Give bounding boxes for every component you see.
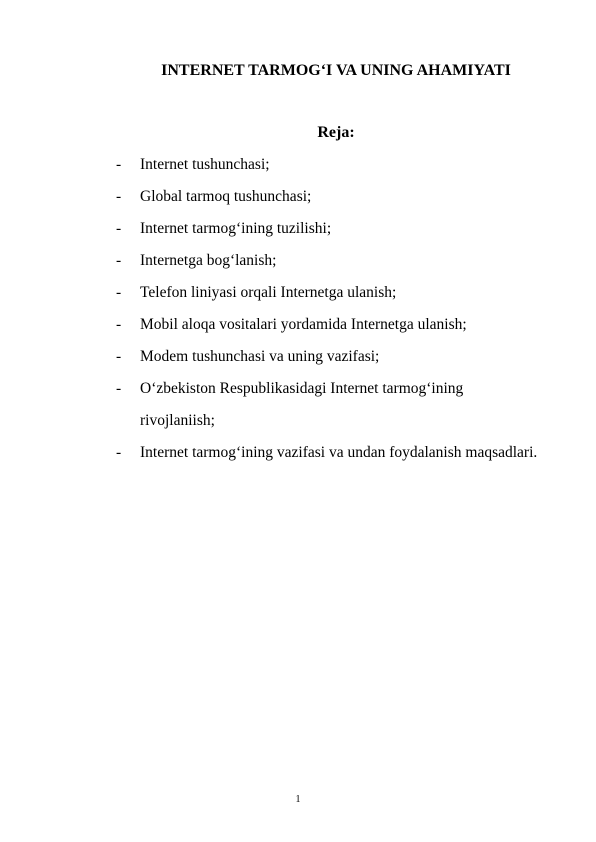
dash-bullet: -: [116, 444, 122, 461]
dash-bullet: -: [116, 252, 122, 269]
list-item: [0, 309, 540, 341]
page-number: 1: [295, 794, 301, 805]
list-item: [0, 245, 540, 277]
list-item: [0, 437, 540, 469]
list-item: [0, 213, 540, 245]
list-item-text: O‘zbekiston Respublikasidagi Internet tarmog‘ining rivojlaniish;: [140, 380, 464, 429]
dash-bullet: -: [116, 380, 122, 397]
list-item: [0, 373, 540, 437]
dash-bullet: -: [116, 188, 122, 205]
list-item-text: Telefon liniyasi orqali Internetga ulanish;: [140, 284, 397, 301]
list-item-text: Global tarmoq tushunchasi;: [140, 188, 312, 205]
document-title: INTERNET TARMOG‘I VA UNING AHAMIYATI: [161, 62, 511, 79]
dash-bullet: -: [116, 156, 122, 173]
list-item: [0, 277, 540, 309]
dash-bullet: -: [116, 316, 122, 333]
dash-bullet: -: [116, 220, 122, 237]
list-item-text: Internetga bog‘lanish;: [140, 252, 277, 269]
plan-heading: Reja:: [317, 124, 355, 141]
list-item-text: Mobil aloqa vositalari yordamida Internetga ulanish;: [140, 316, 467, 333]
list-item-text: Modem tushunchasi va uning vazifasi;: [140, 348, 380, 365]
list-item: [0, 181, 540, 213]
list-item-text: Internet tarmog‘ining vazifasi va undan foydalanish maqsadlari.: [140, 444, 538, 461]
dash-bullet: -: [116, 348, 122, 365]
list-item-text: Internet tarmog‘ining tuzilishi;: [140, 220, 332, 237]
list-item: [0, 149, 540, 181]
dash-bullet: -: [116, 284, 122, 301]
list-item: [0, 341, 540, 373]
plan-list: [0, 149, 596, 469]
list-item-text: Internet tushunchasi;: [140, 156, 270, 173]
